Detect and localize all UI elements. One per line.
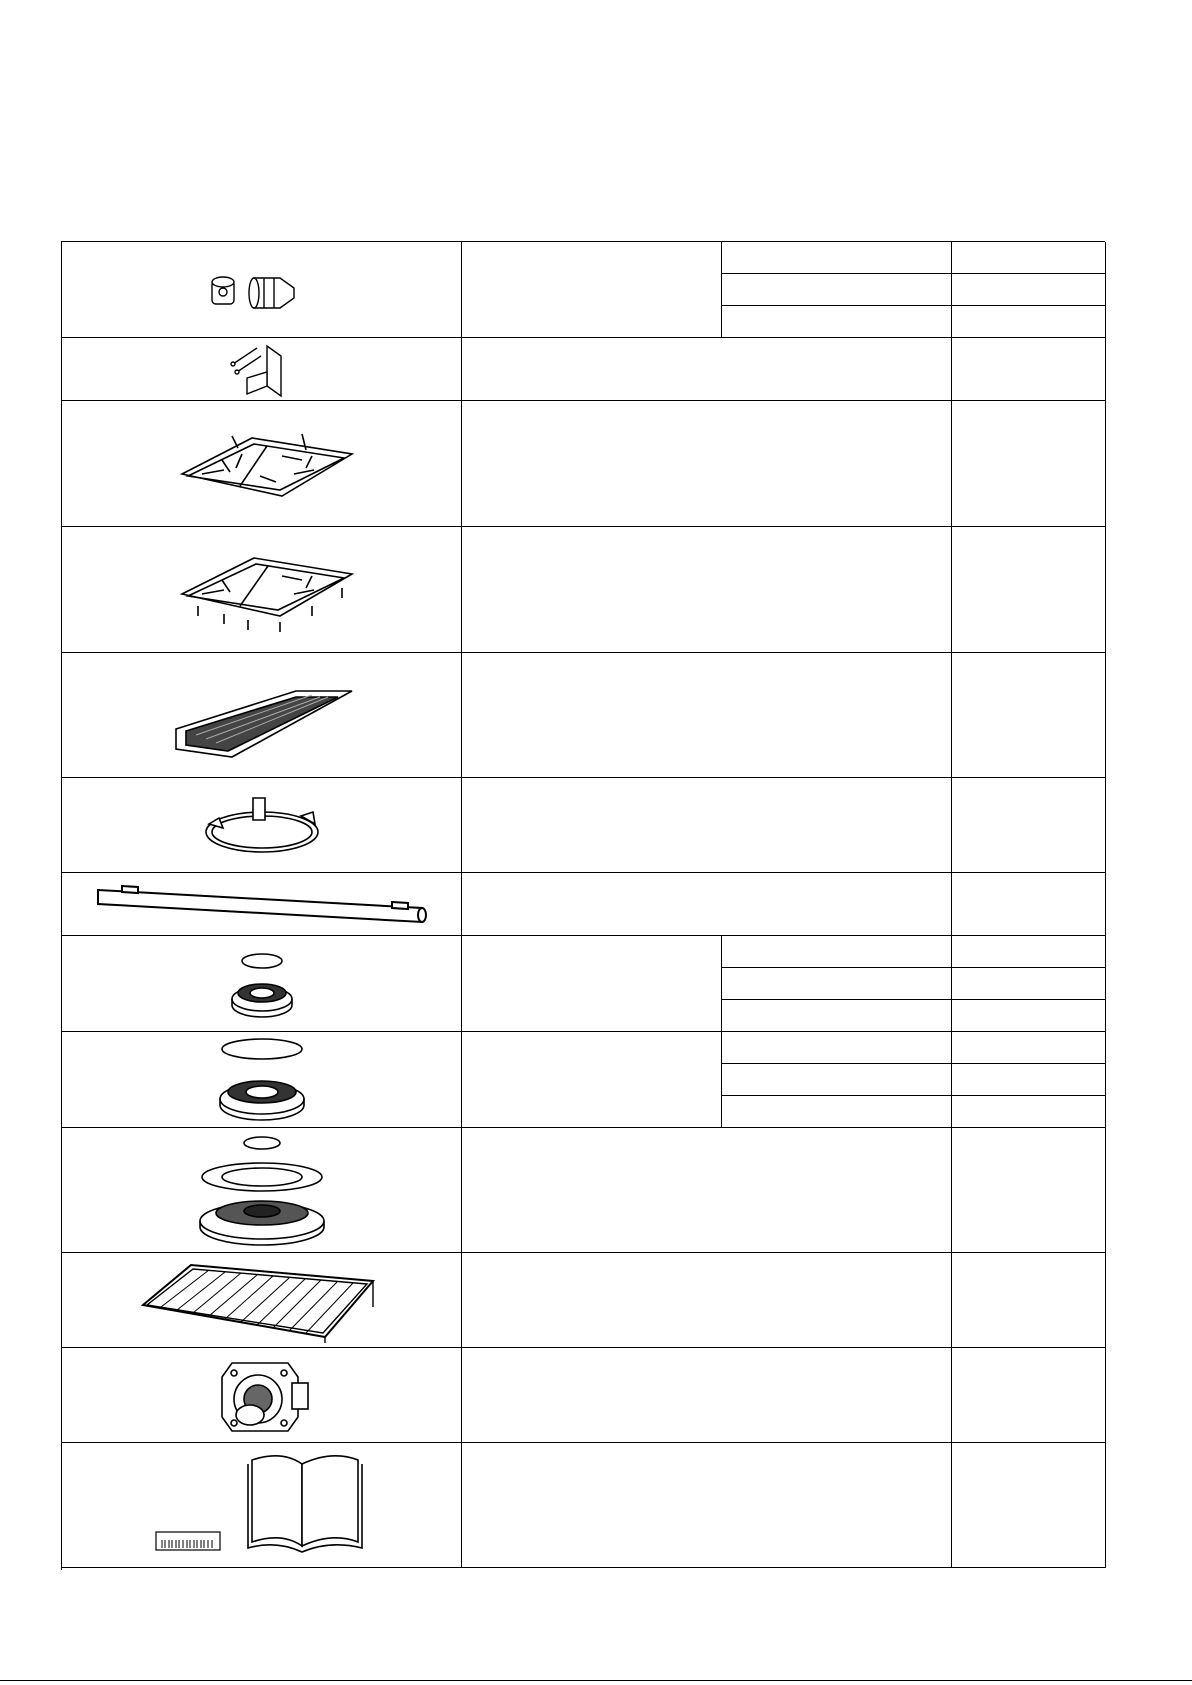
cell-bar-desc [462, 873, 952, 936]
cell-wok-ring-desc [462, 778, 952, 873]
image-cell-medium-burner [62, 1032, 462, 1128]
image-cell-grate-feet [62, 527, 462, 653]
cell-orifice-sub-3 [722, 306, 952, 338]
pressure-regulator-icon [212, 1353, 312, 1437]
double-grate-with-feet-icon [162, 540, 362, 640]
image-cell-small-burner [62, 936, 462, 1032]
cell-medium-burner-sub-1 [722, 1032, 952, 1064]
cell-large-burner-qty [952, 1128, 1106, 1253]
cell-bracket-qty [952, 338, 1106, 401]
cell-orifice-qty-1 [952, 242, 1106, 274]
image-cell-grate [62, 401, 462, 527]
cell-orifice-qty-3 [952, 306, 1106, 338]
cell-manual-desc [462, 1443, 952, 1568]
cell-griddle-qty [952, 653, 1106, 778]
cell-rack-desc [462, 1253, 952, 1348]
cell-small-burner-qty-2 [952, 968, 1106, 1000]
image-cell-manual [62, 1443, 462, 1568]
cell-orifice-sub-2 [722, 274, 952, 306]
image-cell-orifice [62, 242, 462, 338]
cell-regulator-desc [462, 1348, 952, 1443]
cell-medium-burner-desc [462, 1032, 722, 1128]
cell-medium-burner-sub-3 [722, 1096, 952, 1128]
cell-bar-qty [952, 873, 1106, 936]
cell-bracket-desc [462, 338, 952, 401]
cell-wok-ring-qty [952, 778, 1106, 873]
cell-orifice-desc [462, 242, 722, 338]
cell-medium-burner-sub-2 [722, 1064, 952, 1096]
cell-orifice-sub-1 [722, 242, 952, 274]
image-cell-bracket [62, 338, 462, 401]
cell-small-burner-sub-1 [722, 936, 952, 968]
cell-grate-feet-qty [952, 527, 1106, 653]
backguard-bar-icon [92, 876, 432, 932]
cell-grate-feet-desc [462, 527, 952, 653]
cell-large-burner-desc [462, 1128, 952, 1253]
footer-rule [0, 1680, 1192, 1681]
image-cell-large-burner [62, 1128, 462, 1253]
image-cell-rack [62, 1253, 462, 1348]
large-burner-icon [197, 1133, 327, 1247]
cell-rack-qty [952, 1253, 1106, 1348]
cell-medium-burner-qty-1 [952, 1032, 1106, 1064]
cell-medium-burner-qty-2 [952, 1064, 1106, 1096]
image-cell-regulator [62, 1348, 462, 1443]
small-burner-icon [222, 949, 302, 1019]
cell-griddle-desc [462, 653, 952, 778]
double-grate-icon [162, 414, 362, 514]
wok-ring-icon [197, 790, 327, 860]
oven-rack-icon [137, 1257, 387, 1343]
anti-tip-bracket-icon [227, 338, 297, 400]
cell-small-burner-sub-3 [722, 1000, 952, 1032]
cell-small-burner-qty-1 [952, 936, 1106, 968]
cell-orifice-qty-2 [952, 274, 1106, 306]
cell-grate-desc [462, 401, 952, 527]
cell-grate-qty [952, 401, 1106, 527]
image-cell-wok-ring [62, 778, 462, 873]
medium-burner-icon [212, 1037, 312, 1123]
cell-medium-burner-qty-3 [952, 1096, 1106, 1128]
image-cell-griddle [62, 653, 462, 778]
cell-small-burner-sub-2 [722, 968, 952, 1000]
cell-regulator-qty [952, 1348, 1106, 1443]
griddle-plate-icon [162, 665, 362, 765]
manual-and-label-icon [152, 1450, 372, 1560]
image-cell-bar [62, 873, 462, 936]
cell-small-burner-desc [462, 936, 722, 1032]
cell-manual-qty [952, 1443, 1106, 1568]
cell-small-burner-qty-3 [952, 1000, 1106, 1032]
orifice-nozzles-icon [202, 260, 322, 320]
parts-table [61, 241, 1105, 1570]
